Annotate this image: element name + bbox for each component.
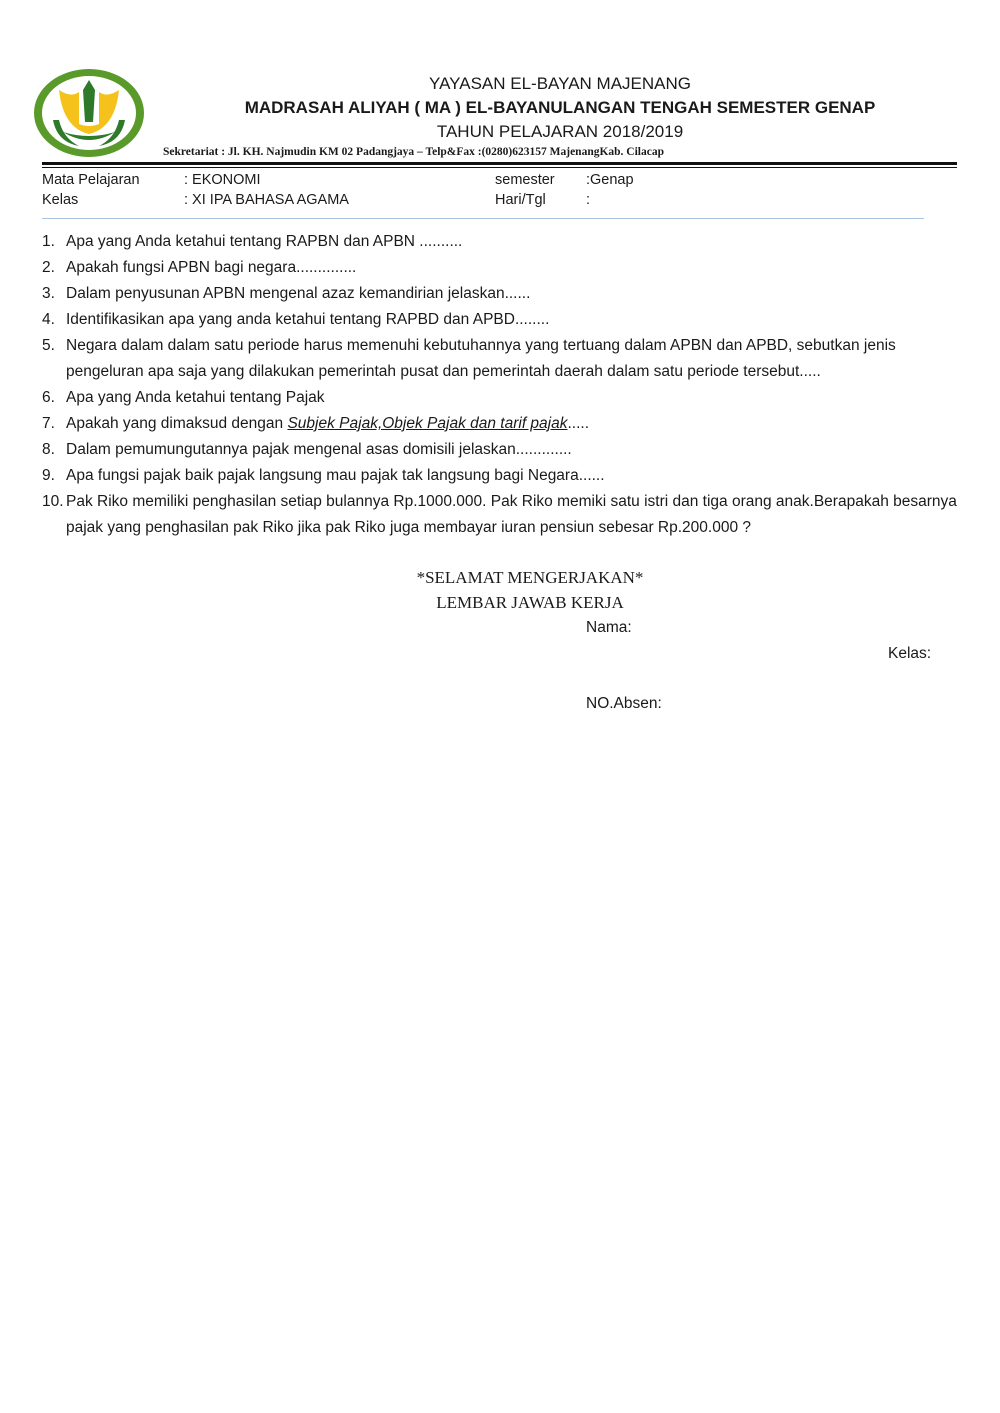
question-text: Apa fungsi pajak baik pajak langsung mau pajak tak langsung bagi Negara...... xyxy=(66,467,605,484)
foundation-name: YAYASAN EL-BAYAN MAJENANG xyxy=(429,74,691,93)
question-item xyxy=(42,385,957,411)
question-emphasis: Subjek Pajak,Objek Pajak dan tarif pajak xyxy=(287,415,568,432)
question-number: 3. xyxy=(42,285,55,302)
question-number: 4. xyxy=(42,311,55,328)
question-number: 2. xyxy=(42,259,55,276)
absen-field-label: NO.Absen: xyxy=(586,695,662,712)
question-text: Apa yang Anda ketahui tentang RAPBN dan APBN .......... xyxy=(66,233,463,250)
class-label: Kelas xyxy=(42,192,79,208)
closing-greeting: *SELAMAT MENGERJAKAN* xyxy=(416,568,644,587)
academic-year: TAHUN PELAJARAN 2018/2019 xyxy=(436,122,684,141)
question-text: Apakah fungsi APBN bagi negara.............. xyxy=(66,259,357,276)
question-text: Negara dalam dalam satu periode harus memenuhi kebutuhannya yang tertuang dalam APBN dan APBD, sebutkan jenis pengeluran apa saja yang dilakukan pemerintah pusat dan pemerintah daerah dalam satu periode tersebut..... xyxy=(66,337,896,380)
question-text: Pak Riko memiliki penghasilan setiap bulannya Rp.1000.000. Pak Riko memiki satu istri dan tiga orang anak.Berapakah besarnya pajak yang penghasilan pak Riko jika pak Riko juga membayar iuran pensiun sebesar Rp.200.000 ? xyxy=(66,493,957,536)
question-item xyxy=(42,437,957,463)
question-item xyxy=(42,307,957,333)
question-suffix: ..... xyxy=(567,415,590,432)
question-text: Apa yang Anda ketahui tentang Pajak xyxy=(66,389,325,406)
class-field-label: Kelas: xyxy=(888,645,932,662)
subject-label: Mata Pelajaran xyxy=(42,172,140,188)
name-field-label: Nama: xyxy=(586,619,632,636)
question-number: 10. xyxy=(42,493,64,510)
question-number: 7. xyxy=(42,415,55,432)
question-item xyxy=(42,463,957,489)
question-item xyxy=(42,411,957,437)
question-item xyxy=(42,281,957,307)
class-value: : XI IPA BAHASA AGAMA xyxy=(184,192,349,208)
question-text: Dalam penyusunan APBN mengenal azaz kemandirian jelaskan...... xyxy=(66,285,531,302)
header-divider-thick xyxy=(42,162,957,165)
secretariat-address: Sekretariat : Jl. KH. Najmudin KM 02 Padangjaya – Telp&Fax :(0280)623157 MajenangKab. Cilacap xyxy=(163,146,664,158)
answer-sheet-title: LEMBAR JAWAB KERJA xyxy=(436,593,624,612)
date-label: Hari/Tgl xyxy=(495,192,546,208)
question-item xyxy=(42,489,957,541)
semester-value: :Genap xyxy=(586,172,634,188)
date-value: : xyxy=(586,192,591,208)
school-emblem-icon xyxy=(33,68,145,158)
question-number: 5. xyxy=(42,337,55,354)
question-number: 8. xyxy=(42,441,55,458)
question-number: 9. xyxy=(42,467,55,484)
question-prefix: Apakah yang dimaksud dengan xyxy=(66,415,288,432)
info-divider xyxy=(42,218,924,219)
question-number: 1. xyxy=(42,233,55,250)
question-text xyxy=(66,411,957,437)
semester-label: semester xyxy=(495,172,555,188)
question-text: Dalam pemumungutannya pajak mengenal asas domisili jelaskan............. xyxy=(66,441,572,458)
header-divider-thin xyxy=(42,167,957,168)
question-text: Identifikasikan apa yang anda ketahui tentang RAPBD dan APBD........ xyxy=(66,311,550,328)
school-exam-title: MADRASAH ALIYAH ( MA ) EL-BAYANULANGAN TENGAH SEMESTER GENAP xyxy=(244,98,876,117)
subject-value: : EKONOMI xyxy=(184,172,261,188)
question-item xyxy=(42,229,957,255)
question-number: 6. xyxy=(42,389,55,406)
question-item xyxy=(42,255,957,281)
question-item xyxy=(42,333,957,385)
